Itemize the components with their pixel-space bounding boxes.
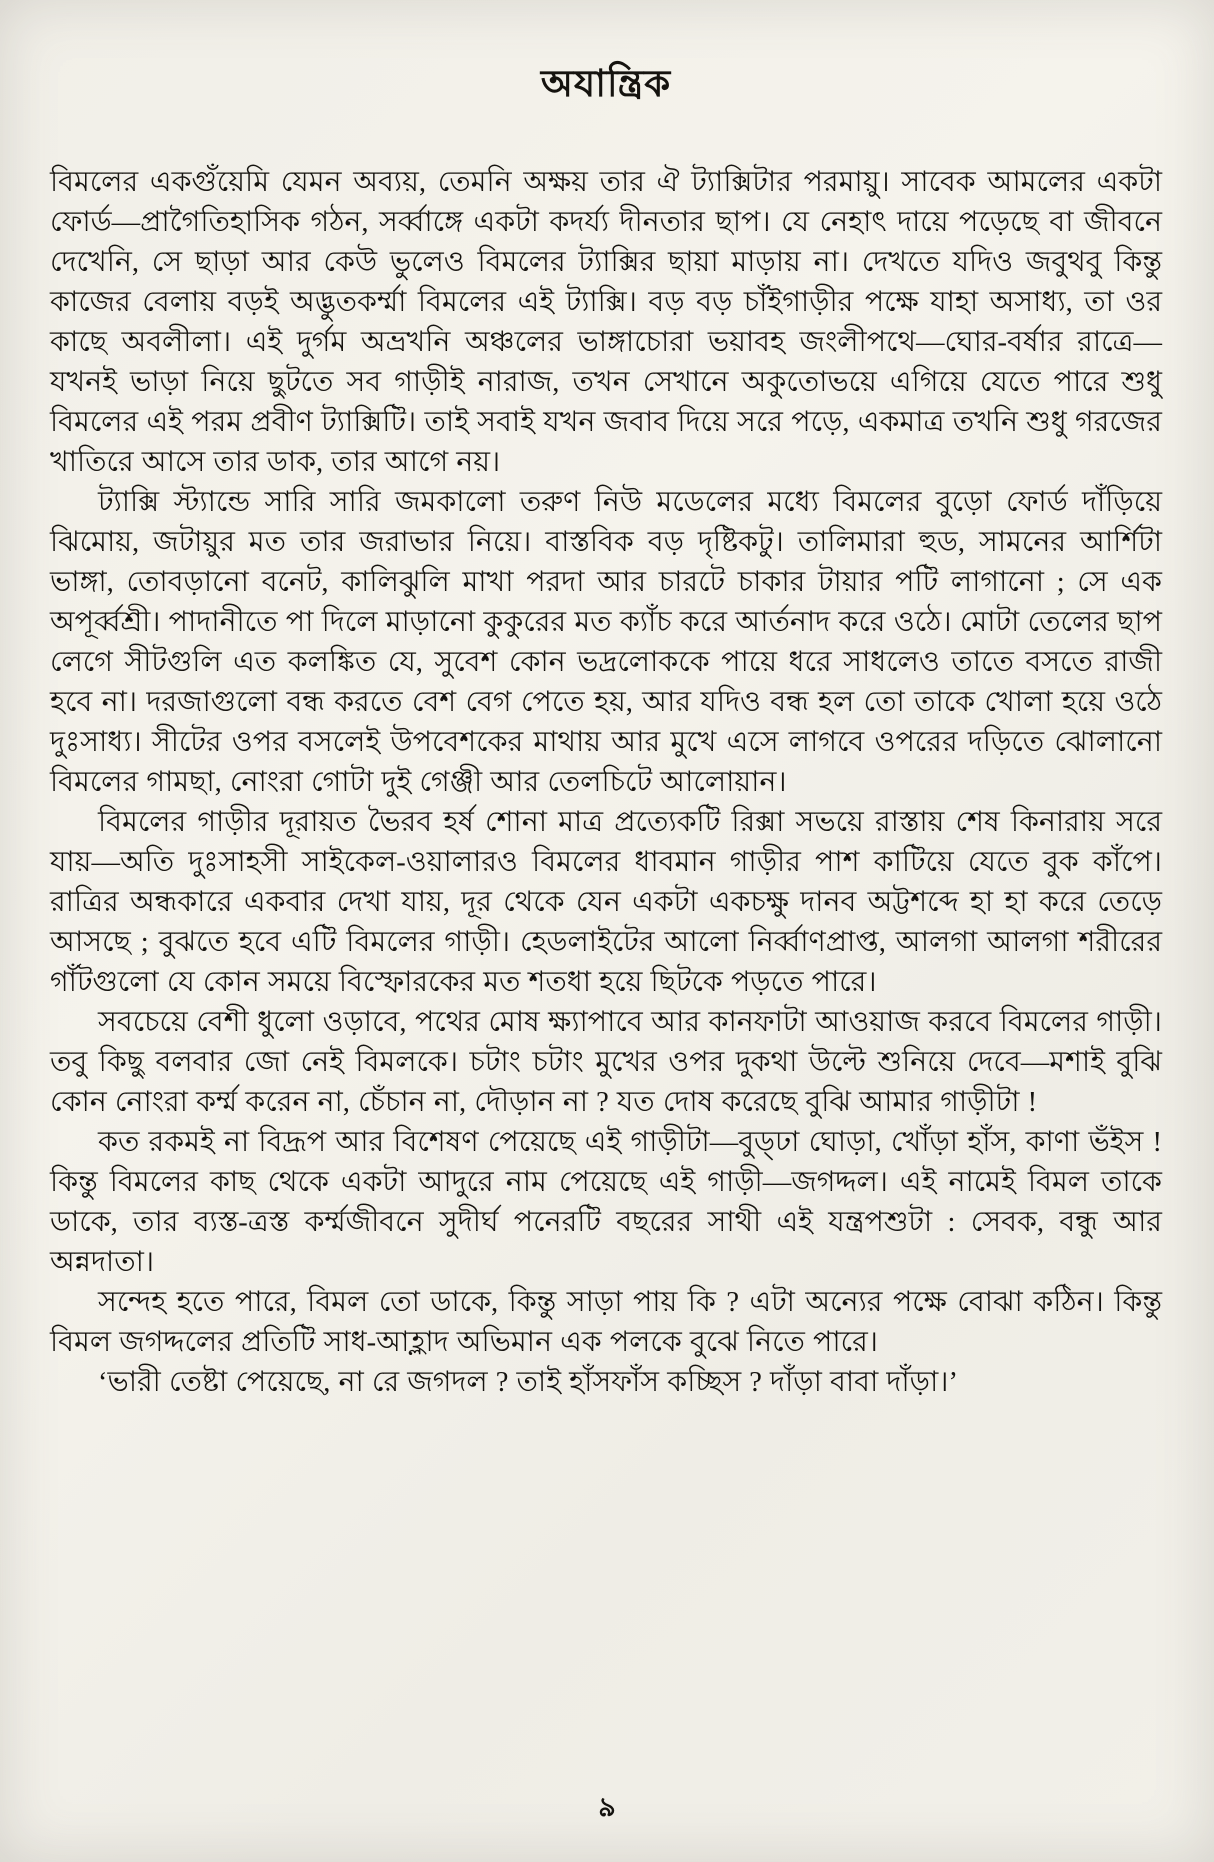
paragraph: কত রকমই না বিদ্রূপ আর বিশেষণ পেয়েছে এই গাড়ীটা—বুড্ঢা ঘোড়া, খোঁড়া হাঁস, কাণা ভঁইস ! কিন্তু বিমলের কাছ থেকে একটা আদুরে নাম পেয়েছে এই গাড়ী—জগদ্দল। এই নামেই বিমল তাকে ডাকে, তার ব্যস্ত-ত্রস্ত কর্ম্মজীবনে সুদীর্ঘ পনেরটি বছরের সাথী এই যন্ত্রপশুটা : সেবক, বন্ধু আর অন্নদাতা। (50, 1127, 1162, 1278)
story-text (50, 163, 1162, 1403)
paragraph: বিমলের একগুঁয়েমি যেমন অব্যয়, তেমনি অক্ষয় তার ঐ ট্যাক্সিটার পরমায়ু। সাবেক আমলের একটা ফোর্ড—প্রাগৈতিহাসিক গঠন, সর্ব্বাঙ্গে একটা কদর্য্য দীনতার ছাপ। যে নেহাৎ দায়ে পড়েছে বা জীবনে দেখেনি, সে ছাড়া আর কেউ ভুলেও বিমলের ট্যাক্সির ছায়া মাড়ায় না। দেখতে যদিও জবুথবু কিন্তু কাজের বেলায় বড়ই অদ্ভুতকর্ম্মা বিমলের এই ট্যাক্সি। বড় বড় চাঁইগাড়ীর পক্ষে যাহা অসাধ্য, তা ওর কাছে অবলীলা। এই দুর্গম অভ্রখনি অঞ্চলের ভাঙ্গাচোরা ভয়াবহ জংলীপথে—ঘোর-বর্ষার রাত্রে—যখনই ভাড়া নিয়ে ছুটতে সব গাড়ীই নারাজ, তখন সেখানে অকুতোভয়ে এগিয়ে যেতে পারে শুধু বিমলের এই পরম প্রবীণ ট্যাক্সিটি। তাই সবাই যখন জবাব দিয়ে সরে পড়ে, একমাত্র তখনি শুধু গরজের খাতিরে আসে তার ডাক, তার আগে নয়। (50, 167, 1162, 478)
paragraph: ট্যাক্সি স্ট্যান্ডে সারি সারি জমকালো তরুণ নিউ মডেলের মধ্যে বিমলের বুড়ো ফোর্ড দাঁড়িয়ে ঝিমোয়, জটায়ুর মত তার জরাভার নিয়ে। বাস্তবিক বড় দৃষ্টিকটু। তালিমারা হুড, সামনের আর্শিটা ভাঙ্গা, তোবড়ানো বনেট, কালিঝুলি মাখা পরদা আর চারটে চাকার টায়ার পটি লাগানো ; সে এক অপূর্ব্বশ্রী। পাদানীতে পা দিলে মাড়ানো কুকুরের মত ক্যাঁচ করে আর্তনাদ করে ওঠে। মোটা তেলের ছাপ লেগে সীটগুলি এত কলঙ্কিত যে, সুবেশ কোন ভদ্রলোককে পায়ে ধরে সাধলেও তাতে বসতে রাজী হবে না। দরজাগুলো বন্ধ করতে বেশ বেগ পেতে হয়, আর যদিও বন্ধ হল তো তাকে খোলা হয়ে ওঠে দুঃসাধ্য। সীটের ওপর বসলেই উপবেশকের মাথায় আর মুখে এসে লাগবে ওপরের দড়িতে ঝোলানো বিমলের গামছা, নোংরা গোটা দুই গেঞ্জী আর তেলচিটে আলোয়ান। (50, 487, 1162, 798)
paragraph: সন্দেহ হতে পারে, বিমল তো ডাকে, কিন্তু সাড়া পায় কি ? এটা অন্যের পক্ষে বোঝা কঠিন। কিন্তু বিমল জগদ্দলের প্রতিটি সাধ-আহ্লাদ অভিমান এক পলকে বুঝে নিতে পারে। (50, 1287, 1162, 1358)
paragraph: সবচেয়ে বেশী ধুলো ওড়াবে, পথের মোষ ক্ষ্যাপাবে আর কানফাটা আওয়াজ করবে বিমলের গাড়ী। তবু কিছু বলবার জো নেই বিমলকে। চটাং চটাং মুখের ওপর দুকথা উল্টে শুনিয়ে দেবে—মশাই বুঝি কোন নোংরা কর্ম্ম করেন না, চেঁচান না, দৌড়ান না ? যত দোষ করেছে বুঝি আমার গাড়ীটা ! (50, 1007, 1162, 1118)
paragraph: বিমলের গাড়ীর দূরায়ত ভৈরব হর্ষ শোনা মাত্র প্রত্যেকটি রিক্সা সভয়ে রাস্তায় শেষ কিনারায় সরে যায়—অতি দুঃসাহসী সাইকেল-ওয়ালারও বিমলের ধাবমান গাড়ীর পাশ কাটিয়ে যেতে বুক কাঁপে। রাত্রির অন্ধকারে একবার দেখা যায়, দূর থেকে যেন একটা একচক্ষু দানব অট্টশব্দে হা হা করে তেড়ে আসছে ; বুঝতে হবে এটি বিমলের গাড়ী। হেডলাইটের আলো নির্ব্বাণপ্রাপ্ত, আলগা আলগা শরীরের গাঁটগুলো যে কোন সময়ে বিস্ফোরকের মত শতধা হয়ে ছিটকে পড়তে পারে। (50, 807, 1162, 998)
page-number: ৯ (598, 1792, 616, 1822)
page-title: অযান্ত্রিক (540, 64, 672, 105)
paragraph: ‘ভারী তেষ্টা পেয়েছে, না রে জগদল ? তাই হাঁসফাঁস কচ্ছিস ? দাঁড়া বাবা দাঁড়া।’ (98, 1367, 958, 1398)
